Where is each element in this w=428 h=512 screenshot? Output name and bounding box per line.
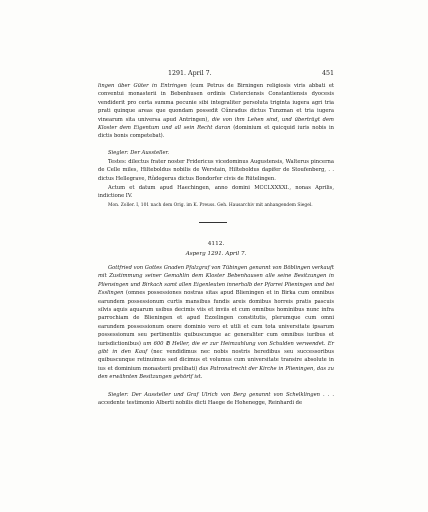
header-date: 1291. April 7. bbox=[168, 70, 212, 77]
doc1-paragraph bbox=[98, 82, 334, 141]
doc2-regest-end: das Patronatrecht der Kirche in Plieningen, das zu den erwähnten Besitzungen gehörtf ist. bbox=[98, 365, 334, 381]
doc2-siegler bbox=[98, 391, 334, 408]
doc1-latin-text: (cum Petrus de Birningen religiosis viris abbati et conventui monasterii in Bebenhusen ordinis Cisterciensis Constantiensis dyocesis vendiderit pro certa summa pecunie sibi integraliter persoluta triginta iugera agri tria prati quinque areas que quondam possedit Cŭnradus dictus Tunzman et tria iugera vinearum sita universa apud Antringen), bbox=[98, 83, 334, 123]
doc2-place-date: Asperg 1291. April 7. bbox=[185, 251, 247, 257]
section-divider bbox=[199, 222, 227, 223]
doc2-body bbox=[98, 264, 334, 382]
doc2-siegler-label: Siegler: Der Aussteller und Graf Ulrich von Berg genannt von Schelklingen bbox=[108, 392, 321, 398]
doc2-latin-text-2: (nec vendidimus nec nobis nostris heredibus seu successoribus quibuscunque retinuimus sed dicimus et volumus cum universitate transire absolute in ius et dominium monasterii prelibati) bbox=[98, 349, 334, 372]
doc1-source: Mon. Zoller. I, 101 nach dem Orig. im K. Preuss. Geh. Hausarchiv mit anhangendem Siegel. bbox=[108, 203, 313, 208]
doc2-regest: Gottfried von Gottes Gnaden Pfalzgraf von Tübingen genannt von Böblingen verkauft mit Zustimmung seiner Gemahlin dem Kloster Bebenhausen alle seine Besitzungen in Pliensingen und Birkach samt allen Eigenleuten innerhalb der Pfarrei Plieningen und bei Esslingen bbox=[98, 265, 334, 297]
doc2-latin-text: (omnes possessiones nostras sitas apud Blieningen et in Birka cum omnibus earundem possessionum curtis mansibus fundis areis domibus horreis pratis pascuis silvis aquis aquarum usibus decimis viis et inviis et cum omnibus hominibus nunc infra parrochiam de Blieningen et apud Ezzelingen constitutis, plerumque cum omni earundem possessionum onere dominio vero et utili et cum tota universitate ipsarum possessionum seu pertinentiis quibuscunque ac generaliter cum omnibus iuribus et iurisdictionibus) bbox=[98, 290, 334, 347]
doc2-siegler-text: . . . accedente testimonio Alberti nobilis dicti Haege de Hohenegge, Reinhardi de bbox=[98, 392, 334, 407]
doc1-actum: Actum et datum apud Haechingen, anno domini MCCLXXXXI., nonas Aprilis, indictione IV. bbox=[98, 185, 334, 200]
doc1-siegler: Siegler: Der Aussteller. bbox=[108, 150, 170, 156]
doc2-number: 4112. bbox=[207, 241, 225, 247]
doc1-latin-text-2: (dominium et quicquid iuris nobis in dictis bonis competebat). bbox=[98, 125, 334, 140]
doc1-testes: Testes: dilectus frater noster Fridericus vicedominus Augustensis, Walterus pincerna de Celle miles, Hilteboldus nobilis de Werstain, Hilteboldus dapifer de Stoufenberg, . . dictus Hellegrave, Rǔdegerus dictus Bondorfer civis de Rütelingen. bbox=[98, 159, 334, 182]
doc1-regest-cont: die von ihm Lehen sind, und überträgt dem Kloster dem Eigentum und all sein Recht daran bbox=[98, 116, 334, 132]
doc1-regest-start: lingen über Güter in Entringen bbox=[98, 83, 187, 89]
page-number: 451 bbox=[321, 70, 334, 77]
doc2-regest-cont: um 600 ℔ Heller, die er zur Heimzahlung von Schulden verwendet. Er gibt in den Kauf bbox=[98, 340, 334, 356]
